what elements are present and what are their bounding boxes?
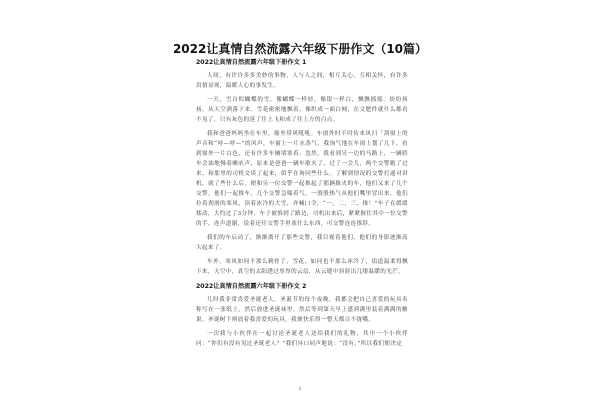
section-heading: 2022让真情自然流露六年级下册作文 1: [196, 59, 307, 66]
page-number: 1: [298, 386, 302, 392]
paragraph: 儿时我非常喜爱圣诞老人，圣诞节的每个夜晚，我都会把自己喜爱的玩具名称写在一张纸上，然后放进圣诞袜里，然后等到第天早上盛到满里装着满满的糖果，圣诞树下则放着我喜爱的玩具，我便快乐得一整天都合不拢嘴。: [196, 297, 408, 323]
paragraph: 人间，有许许多多美妙的事物，人与人之间，相互关心，互相关怀，有许多真情显现，温暖人心的事发生。: [196, 73, 408, 89]
paragraph: 车外，寒风如同不那么刺骨了，雪花，如同也不那么冰冷了，街道温柔得飘下来，天空中，真空的太阳透过厚厚的云层，从云缝中斜射出几缕温暖的光芒。: [196, 259, 408, 275]
essay-section-1: [196, 58, 408, 277]
paragraph: 我们的车启动了，渐渐离开了那些交警，我目视着他们，他们的身影逐渐高大起来了。: [196, 235, 408, 251]
document-title: 2022让真情自然流露六年级下册作文（10篇）: [172, 42, 428, 56]
essay-section-2: [196, 282, 408, 349]
paragraph: 我和爸爸妈妈坐在车里，缩坐带风吼吼。车窗外时不时传来风扫「刮窗上的声音和“呼—呼—”的风声，车窗上一片水蒸气，我询气地在车窗上划了几下，看到窗外一片白色，还有许多车辆堵塞着。忽然，我看到另一边的马路上，一辆轿车会油地慢着嗽叭声，原来是爸爸一辆车歇火了，过了一会儿，两个交警跑了过来，和那里的司机交谈了起来，似乎在询问些什么。了解到情况的交警打通对讲机，就了些什么后，便和另一位交警一起推起了那辆歇火的车，他们又来了几个交警，他们一起推车，几个交警急喘着气，一股股热气从他们嘴里冒出来，他们拉着刹滑的寒风，顶着冰冷的大雪，齐喊口令，“一，二，三，推！”车子在缓缓移动，大约过了3分钟，车子被推到了路边，司机出来后，紧紧握住其中一位交警的手，连声道谢，说着还往交警手里塞什么东西，可交警连连推辞。: [196, 131, 408, 227]
paragraph: 一天，雪白似蝴蝶的雪，像蝴蝶一样轻，像银一样白，飘飘摇摇，纷纷扬扬，从天空洒落下来。雪花密密地飘着，像织成一面白网，在文肥件就什么都看不见了，只有灰色的延了往上飞和成了往上方的白点。: [196, 97, 408, 123]
section-heading: 2022让真情自然流露六年级下册作文 2: [196, 283, 307, 290]
document-body: [196, 58, 408, 349]
paragraph: 一次我与小伙伴在一起讨论圣诞老人送给我们的礼物，其中一个小伙伴问：“你们有没有见过圣诞老人？”我们异口同声地说：“没有。”所以我们便决定: [196, 331, 408, 347]
